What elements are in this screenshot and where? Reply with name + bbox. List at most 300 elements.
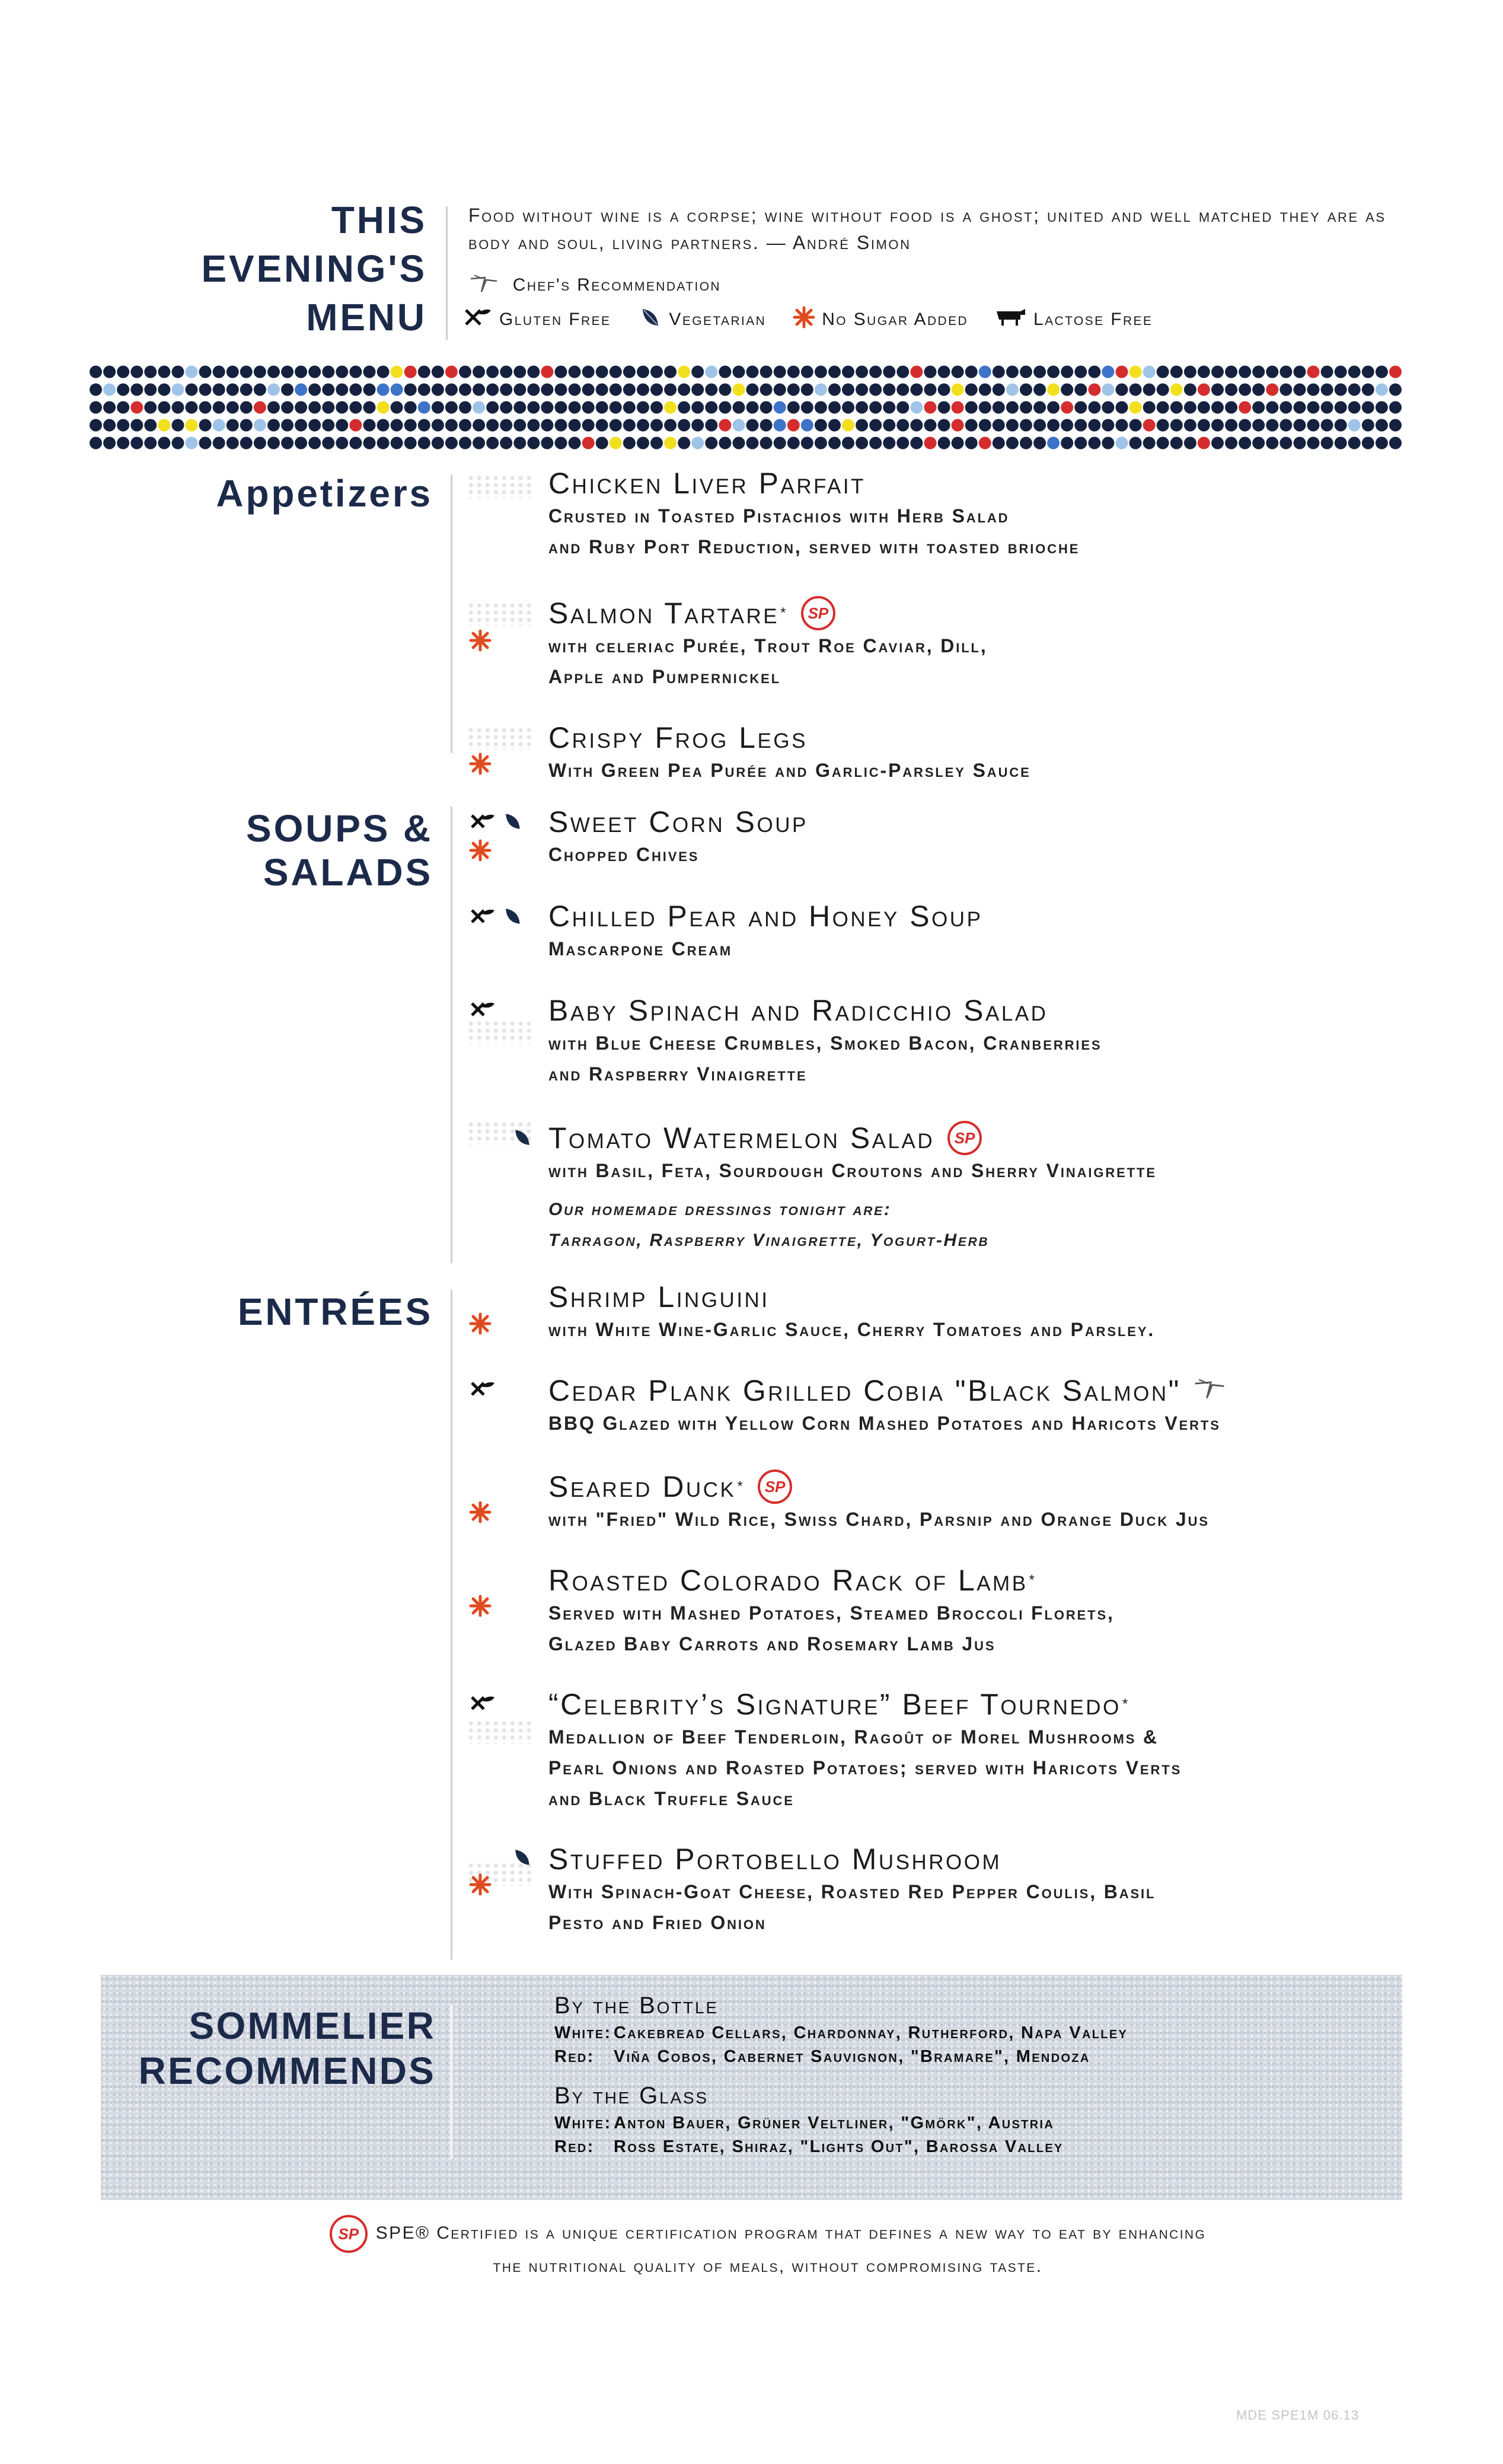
menu-item — [548, 1842, 1408, 1938]
item-desc: Pesto and Fried Onion — [548, 1912, 767, 1933]
decorative-dot — [391, 437, 403, 450]
decorative-dot — [1279, 437, 1292, 450]
decorative-dot — [308, 437, 321, 450]
decorative-dot — [1376, 366, 1388, 378]
legend-gluten-free-label: Gluten Free — [499, 310, 611, 329]
decorative-dot — [144, 401, 157, 414]
texture-mark — [468, 474, 534, 498]
decorative-dot — [938, 366, 950, 378]
decorative-dot — [828, 419, 841, 432]
decorative-dot — [1335, 419, 1347, 432]
decorative-dot — [719, 366, 731, 378]
decorative-dot — [144, 437, 157, 450]
decorative-dot — [1321, 401, 1333, 414]
decorative-dot — [445, 384, 458, 396]
decorative-dot — [527, 419, 540, 432]
texture-mark — [468, 1720, 534, 1743]
decorative-dot — [705, 437, 717, 450]
decorative-dot — [267, 419, 280, 432]
decorative-dot — [513, 366, 526, 378]
decorative-dot — [664, 384, 676, 396]
decorative-dot — [418, 437, 430, 450]
decorative-dot — [856, 419, 868, 432]
decorative-dot — [787, 419, 800, 432]
decorative-dot — [254, 384, 266, 396]
texture-mark — [468, 726, 534, 750]
decorative-dot — [733, 384, 745, 396]
decorative-dot — [186, 366, 198, 378]
item-desc: and Black Truffle Sauce — [548, 1788, 794, 1809]
decorative-dot — [1157, 401, 1169, 414]
decorative-dot — [172, 384, 184, 396]
decorative-dot — [1294, 384, 1306, 396]
decorative-dot — [965, 401, 978, 414]
wine-label: White: — [554, 2023, 612, 2042]
decorative-dot — [1307, 419, 1320, 432]
decorative-dot — [199, 366, 212, 378]
decorative-dot — [295, 437, 307, 450]
decorative-dot — [883, 366, 895, 378]
decorative-dot — [240, 366, 253, 378]
decorative-dot — [1335, 437, 1347, 450]
decorative-dot — [883, 419, 895, 432]
decorative-dot — [226, 437, 239, 450]
glass-red — [554, 2137, 1064, 2157]
decorative-dot — [856, 401, 868, 414]
no-sugar-icon — [468, 1610, 492, 1620]
decorative-dot — [910, 384, 923, 396]
decorative-dot — [349, 419, 362, 432]
divider — [451, 474, 452, 753]
decorative-dot — [828, 401, 841, 414]
legend-chef — [468, 273, 721, 299]
decorative-dot — [815, 384, 827, 396]
decorative-dot — [1006, 384, 1019, 396]
decorative-dot — [473, 437, 485, 450]
decorative-dot — [1020, 384, 1032, 396]
item-icons — [468, 629, 540, 655]
decorative-dot — [1129, 437, 1142, 450]
decorative-dot — [1020, 401, 1032, 414]
decorative-dot — [158, 401, 170, 414]
decorative-dot — [1266, 366, 1278, 378]
decorative-dot — [596, 366, 608, 378]
decorative-dot — [1362, 384, 1374, 396]
decorative-dot — [254, 401, 266, 414]
decorative-dot — [582, 366, 595, 378]
decorative-dot — [500, 419, 512, 432]
menu-title-line: EVENING'S — [201, 247, 427, 290]
decorative-dot — [993, 401, 1005, 414]
decorative-dot — [1362, 401, 1374, 414]
decorative-dot — [896, 401, 909, 414]
decorative-dot — [1211, 419, 1224, 432]
decorative-dot — [459, 419, 471, 432]
decorative-dot — [555, 401, 567, 414]
decorative-dot — [856, 384, 868, 396]
item-name: Sweet Corn Soup — [548, 805, 808, 839]
decorative-dot — [1184, 419, 1196, 432]
decorative-dot — [527, 384, 540, 396]
decorative-dot — [213, 437, 225, 450]
decorative-dot — [1033, 437, 1046, 450]
item-name: Roasted Colorado Rack of Lamb — [548, 1564, 1028, 1597]
menu-title-line: THIS — [331, 199, 427, 241]
decorative-dot — [965, 366, 978, 378]
item-name: Salmon Tartare — [548, 597, 780, 630]
decorative-dot — [404, 384, 417, 396]
decorative-dot — [1211, 384, 1224, 396]
decorative-dot — [1376, 401, 1388, 414]
decorative-dot — [869, 366, 882, 378]
decorative-dot — [199, 401, 212, 414]
decorative-dot — [473, 419, 485, 432]
decorative-dot — [664, 401, 676, 414]
decorative-dot — [1170, 419, 1183, 432]
decorative-dot — [1020, 419, 1032, 432]
section-title-line: RECOMMENDS — [138, 2049, 436, 2092]
menu-item — [548, 1373, 1408, 1439]
menu-item — [548, 1280, 1408, 1345]
decorative-dot — [910, 401, 923, 414]
decorative-dot — [199, 384, 212, 396]
decorative-dot — [938, 384, 950, 396]
decorative-dot — [1006, 419, 1019, 432]
decorative-dot — [349, 366, 362, 378]
item-icons — [468, 1873, 540, 1899]
decorative-dot — [664, 437, 676, 450]
decorative-dot — [691, 419, 704, 432]
decorative-dot — [186, 384, 198, 396]
decorative-dot — [569, 384, 581, 396]
decorative-dot — [117, 384, 129, 396]
decorative-dot — [404, 401, 417, 414]
decorative-dot — [130, 384, 143, 396]
decorative-dot — [719, 419, 731, 432]
decorative-dot — [733, 401, 745, 414]
decorative-dot — [1239, 401, 1251, 414]
decorative-dot — [103, 419, 116, 432]
decorative-dot — [746, 437, 759, 450]
decorative-dot — [1294, 437, 1306, 450]
decorative-dot — [322, 384, 334, 396]
by-the-bottle-heading: By the Bottle — [554, 1993, 719, 2019]
item-name: Tomato Watermelon Salad — [548, 1121, 935, 1155]
decorative-dot — [1252, 366, 1265, 378]
decorative-dot — [691, 401, 704, 414]
decorative-dot — [295, 384, 307, 396]
decorative-dot — [308, 384, 321, 396]
decorative-dot — [952, 437, 964, 450]
decorative-dot — [1170, 437, 1183, 450]
decorative-dot — [240, 437, 253, 450]
decorative-dot — [883, 401, 895, 414]
decorative-dot — [267, 384, 280, 396]
decorative-dot — [691, 437, 704, 450]
decorative-dot — [322, 437, 334, 450]
decorative-dot — [815, 437, 827, 450]
decorative-dot — [432, 437, 444, 450]
decorative-dot — [1116, 384, 1128, 396]
decorative-dot — [746, 366, 759, 378]
spe-certified-icon: SP — [801, 596, 835, 630]
decorative-dot — [924, 437, 937, 450]
decorative-dot — [1047, 437, 1060, 450]
decorative-dot — [1266, 419, 1278, 432]
decorative-dot — [979, 366, 991, 378]
decorative-dot — [1321, 419, 1333, 432]
decorative-dot — [1335, 384, 1347, 396]
decorative-dot — [610, 366, 622, 378]
decorative-dot — [1170, 366, 1183, 378]
decorative-dot — [226, 401, 239, 414]
wine-name: Cakebread Cellars, Chardonnay, Rutherford, Napa Valley — [614, 2023, 1128, 2042]
decorative-dot — [158, 384, 170, 396]
decorative-dot — [541, 384, 553, 396]
decorative-dot — [1088, 419, 1100, 432]
footnote-line: SPE® Certified is a unique certification program that defines a new way to eat by enhancing — [375, 2223, 1207, 2243]
decorative-dot — [650, 401, 663, 414]
decorative-dot — [569, 419, 581, 432]
wine-name: Anton Bauer, Grüner Veltliner, "Gmörk", Austria — [614, 2114, 1055, 2133]
decorative-dot — [1129, 366, 1142, 378]
decorative-dot — [555, 437, 567, 450]
decorative-dot — [144, 366, 157, 378]
menu-item — [548, 805, 1408, 870]
decorative-dot — [842, 437, 854, 450]
decorative-dot — [1335, 366, 1347, 378]
decorative-dot — [172, 401, 184, 414]
decorative-dot — [418, 384, 430, 396]
decorative-dot — [1157, 437, 1169, 450]
section-title-line: SALADS — [263, 851, 433, 894]
decorative-dot — [582, 419, 595, 432]
item-desc: with Basil, Feta, Sourdough Croutons and Sherry Vinaigrette — [548, 1160, 1157, 1181]
decorative-dot — [445, 437, 458, 450]
decorative-dot — [486, 437, 499, 450]
decorative-dot — [1033, 366, 1046, 378]
decorative-dot — [1033, 419, 1046, 432]
decorative-dot — [582, 384, 595, 396]
decorative-dot — [596, 384, 608, 396]
decorative-dot — [130, 437, 143, 450]
decorative-dot — [691, 384, 704, 396]
decorative-dot — [308, 366, 321, 378]
item-name: Chicken Liver Parfait — [548, 467, 866, 500]
divider — [451, 807, 452, 1263]
decorative-dot — [1047, 366, 1060, 378]
decorative-dot — [924, 384, 937, 396]
vegetarian-icon — [500, 920, 524, 930]
decorative-dot — [336, 401, 348, 414]
decorative-dot — [856, 366, 868, 378]
decorative-dot — [1252, 437, 1265, 450]
decorative-dot — [610, 384, 622, 396]
decorative-dot — [774, 401, 786, 414]
item-desc: Glazed Baby Carrots and Rosemary Lamb Jus — [548, 1633, 996, 1655]
decorative-dot — [432, 401, 444, 414]
decorative-dot — [965, 437, 978, 450]
decorative-dot — [1020, 437, 1032, 450]
decorative-dot — [486, 419, 499, 432]
decorative-dot — [678, 384, 690, 396]
decorative-dot — [1252, 401, 1265, 414]
decorative-dot — [418, 419, 430, 432]
decorative-dot — [1074, 366, 1087, 378]
decorative-dot — [1116, 437, 1128, 450]
decorative-dot — [815, 366, 827, 378]
decorative-dot — [623, 419, 636, 432]
decorative-dot — [1157, 384, 1169, 396]
decorative-dot — [404, 366, 417, 378]
bottle-red — [554, 2047, 1090, 2067]
decorative-dot — [117, 366, 129, 378]
wine-label: Red: — [554, 2047, 595, 2066]
gluten-free-icon — [468, 1013, 498, 1024]
decorative-dot — [787, 401, 800, 414]
decorative-dot — [896, 419, 909, 432]
decorative-dot — [569, 401, 581, 414]
decorative-dot — [281, 419, 293, 432]
item-name: Chilled Pear and Honey Soup — [548, 900, 983, 933]
decorative-dot — [1307, 401, 1320, 414]
decorative-dot — [896, 384, 909, 396]
menu-item: “Celebrity’s Signature” Beef Tournedo * Medallion of Beef Tenderloin, Ragoût of Morel Mushrooms & Pearl Onions and Roasted Potatoes; served with Haricots Verts and Black Truffle Sauce — [548, 1687, 1408, 1814]
decorative-dot — [1006, 366, 1019, 378]
legend-row — [462, 305, 1179, 334]
decorative-dot — [637, 401, 649, 414]
decorative-dot — [1198, 419, 1210, 432]
decorative-dot — [186, 437, 198, 450]
decorative-dot — [267, 437, 280, 450]
decorative-dot — [445, 401, 458, 414]
decorative-dot — [746, 401, 759, 414]
decorative-dot — [1184, 366, 1196, 378]
decorative-dot — [1348, 384, 1361, 396]
decorative-dot — [1389, 419, 1402, 432]
section-title-appetizers: Appetizers — [216, 472, 433, 515]
decorative-dot — [349, 437, 362, 450]
decorative-dot — [719, 384, 731, 396]
decorative-dot — [1225, 401, 1237, 414]
decorative-dot — [513, 384, 526, 396]
decorative-dot — [527, 437, 540, 450]
decorative-dot — [1348, 401, 1361, 414]
item-name: Seared Duck — [548, 1470, 736, 1503]
decorative-dot — [1061, 366, 1073, 378]
decorative-dot — [1307, 384, 1320, 396]
decorative-dot — [158, 419, 170, 432]
decorative-dot — [1239, 366, 1251, 378]
item-desc: Pearl Onions and Roasted Potatoes; served with Haricots Verts — [548, 1757, 1182, 1778]
decorative-dot — [103, 366, 116, 378]
decorative-dot — [828, 437, 841, 450]
menu-item — [548, 721, 1408, 786]
decorative-dot — [363, 419, 376, 432]
decorative-dot — [910, 437, 923, 450]
item-name: “Celebrity’s Signature” Beef Tournedo — [548, 1688, 1121, 1721]
decorative-dot — [1376, 384, 1388, 396]
decorative-dot — [1102, 437, 1114, 450]
decorative-dot — [637, 366, 649, 378]
decorative-dot — [1198, 366, 1210, 378]
item-name: Shrimp Linguini — [548, 1280, 770, 1314]
decorative-dot — [1211, 401, 1224, 414]
decorative-dot — [1116, 366, 1128, 378]
decorative-dot — [1348, 419, 1361, 432]
decorative-dot — [1252, 419, 1265, 432]
decorative-dot — [267, 366, 280, 378]
decorative-dot — [172, 437, 184, 450]
decorative-dot — [842, 384, 854, 396]
decorative-dot — [459, 366, 471, 378]
section-title-line: SOMMELIER — [189, 2004, 436, 2047]
decorative-dot — [1362, 437, 1374, 450]
decorative-dot — [1020, 366, 1032, 378]
menu-title — [119, 196, 427, 342]
decorative-dot — [158, 366, 170, 378]
decorative-dot — [746, 384, 759, 396]
decorative-dot — [1294, 419, 1306, 432]
decorative-dot — [1047, 384, 1060, 396]
decorative-dot — [172, 366, 184, 378]
decorative-dot — [1074, 437, 1087, 450]
decorative-dot — [691, 366, 704, 378]
decorative-dot — [705, 366, 717, 378]
item-icons — [468, 752, 540, 779]
gluten-free-icon — [468, 825, 498, 836]
decorative-dot — [637, 384, 649, 396]
decorative-dot — [1157, 419, 1169, 432]
decorative-dot — [801, 384, 813, 396]
decorative-dot — [1211, 437, 1224, 450]
decorative-dot — [733, 437, 745, 450]
decorative-dot — [1225, 419, 1237, 432]
decorative-dot — [254, 419, 266, 432]
decorative-dot — [637, 437, 649, 450]
decorative-dot — [1279, 401, 1292, 414]
decorative-dot — [610, 401, 622, 414]
decorative-dot — [801, 366, 813, 378]
decorative-dot — [527, 366, 540, 378]
section-title-sommelier — [104, 2003, 436, 2093]
decorative-dot — [787, 437, 800, 450]
decorative-dot — [801, 419, 813, 432]
decorative-dot — [1047, 401, 1060, 414]
decorative-dot — [760, 384, 773, 396]
decorative-dot — [1074, 401, 1087, 414]
decorative-dot — [760, 437, 773, 450]
decorative-dot — [1074, 384, 1087, 396]
decorative-dot — [513, 437, 526, 450]
decorative-dot — [678, 366, 690, 378]
decorative-dot — [1362, 419, 1374, 432]
decorative-dot — [1129, 419, 1142, 432]
menu-item — [548, 899, 1408, 964]
decorative-dot — [459, 437, 471, 450]
decorative-dot — [1143, 384, 1156, 396]
decorative-dot — [418, 401, 430, 414]
decorative-dot — [1184, 437, 1196, 450]
decorative-dot — [993, 437, 1005, 450]
decorative-dot — [226, 419, 239, 432]
decorative-dot — [582, 401, 595, 414]
item-desc: with celeriac Purée, Trout Roe Caviar, Dill, — [548, 635, 988, 656]
section-title-soups-salads — [89, 807, 433, 894]
item-icons — [468, 1691, 540, 1718]
decorative-dot — [1279, 384, 1292, 396]
decorative-dot — [117, 401, 129, 414]
